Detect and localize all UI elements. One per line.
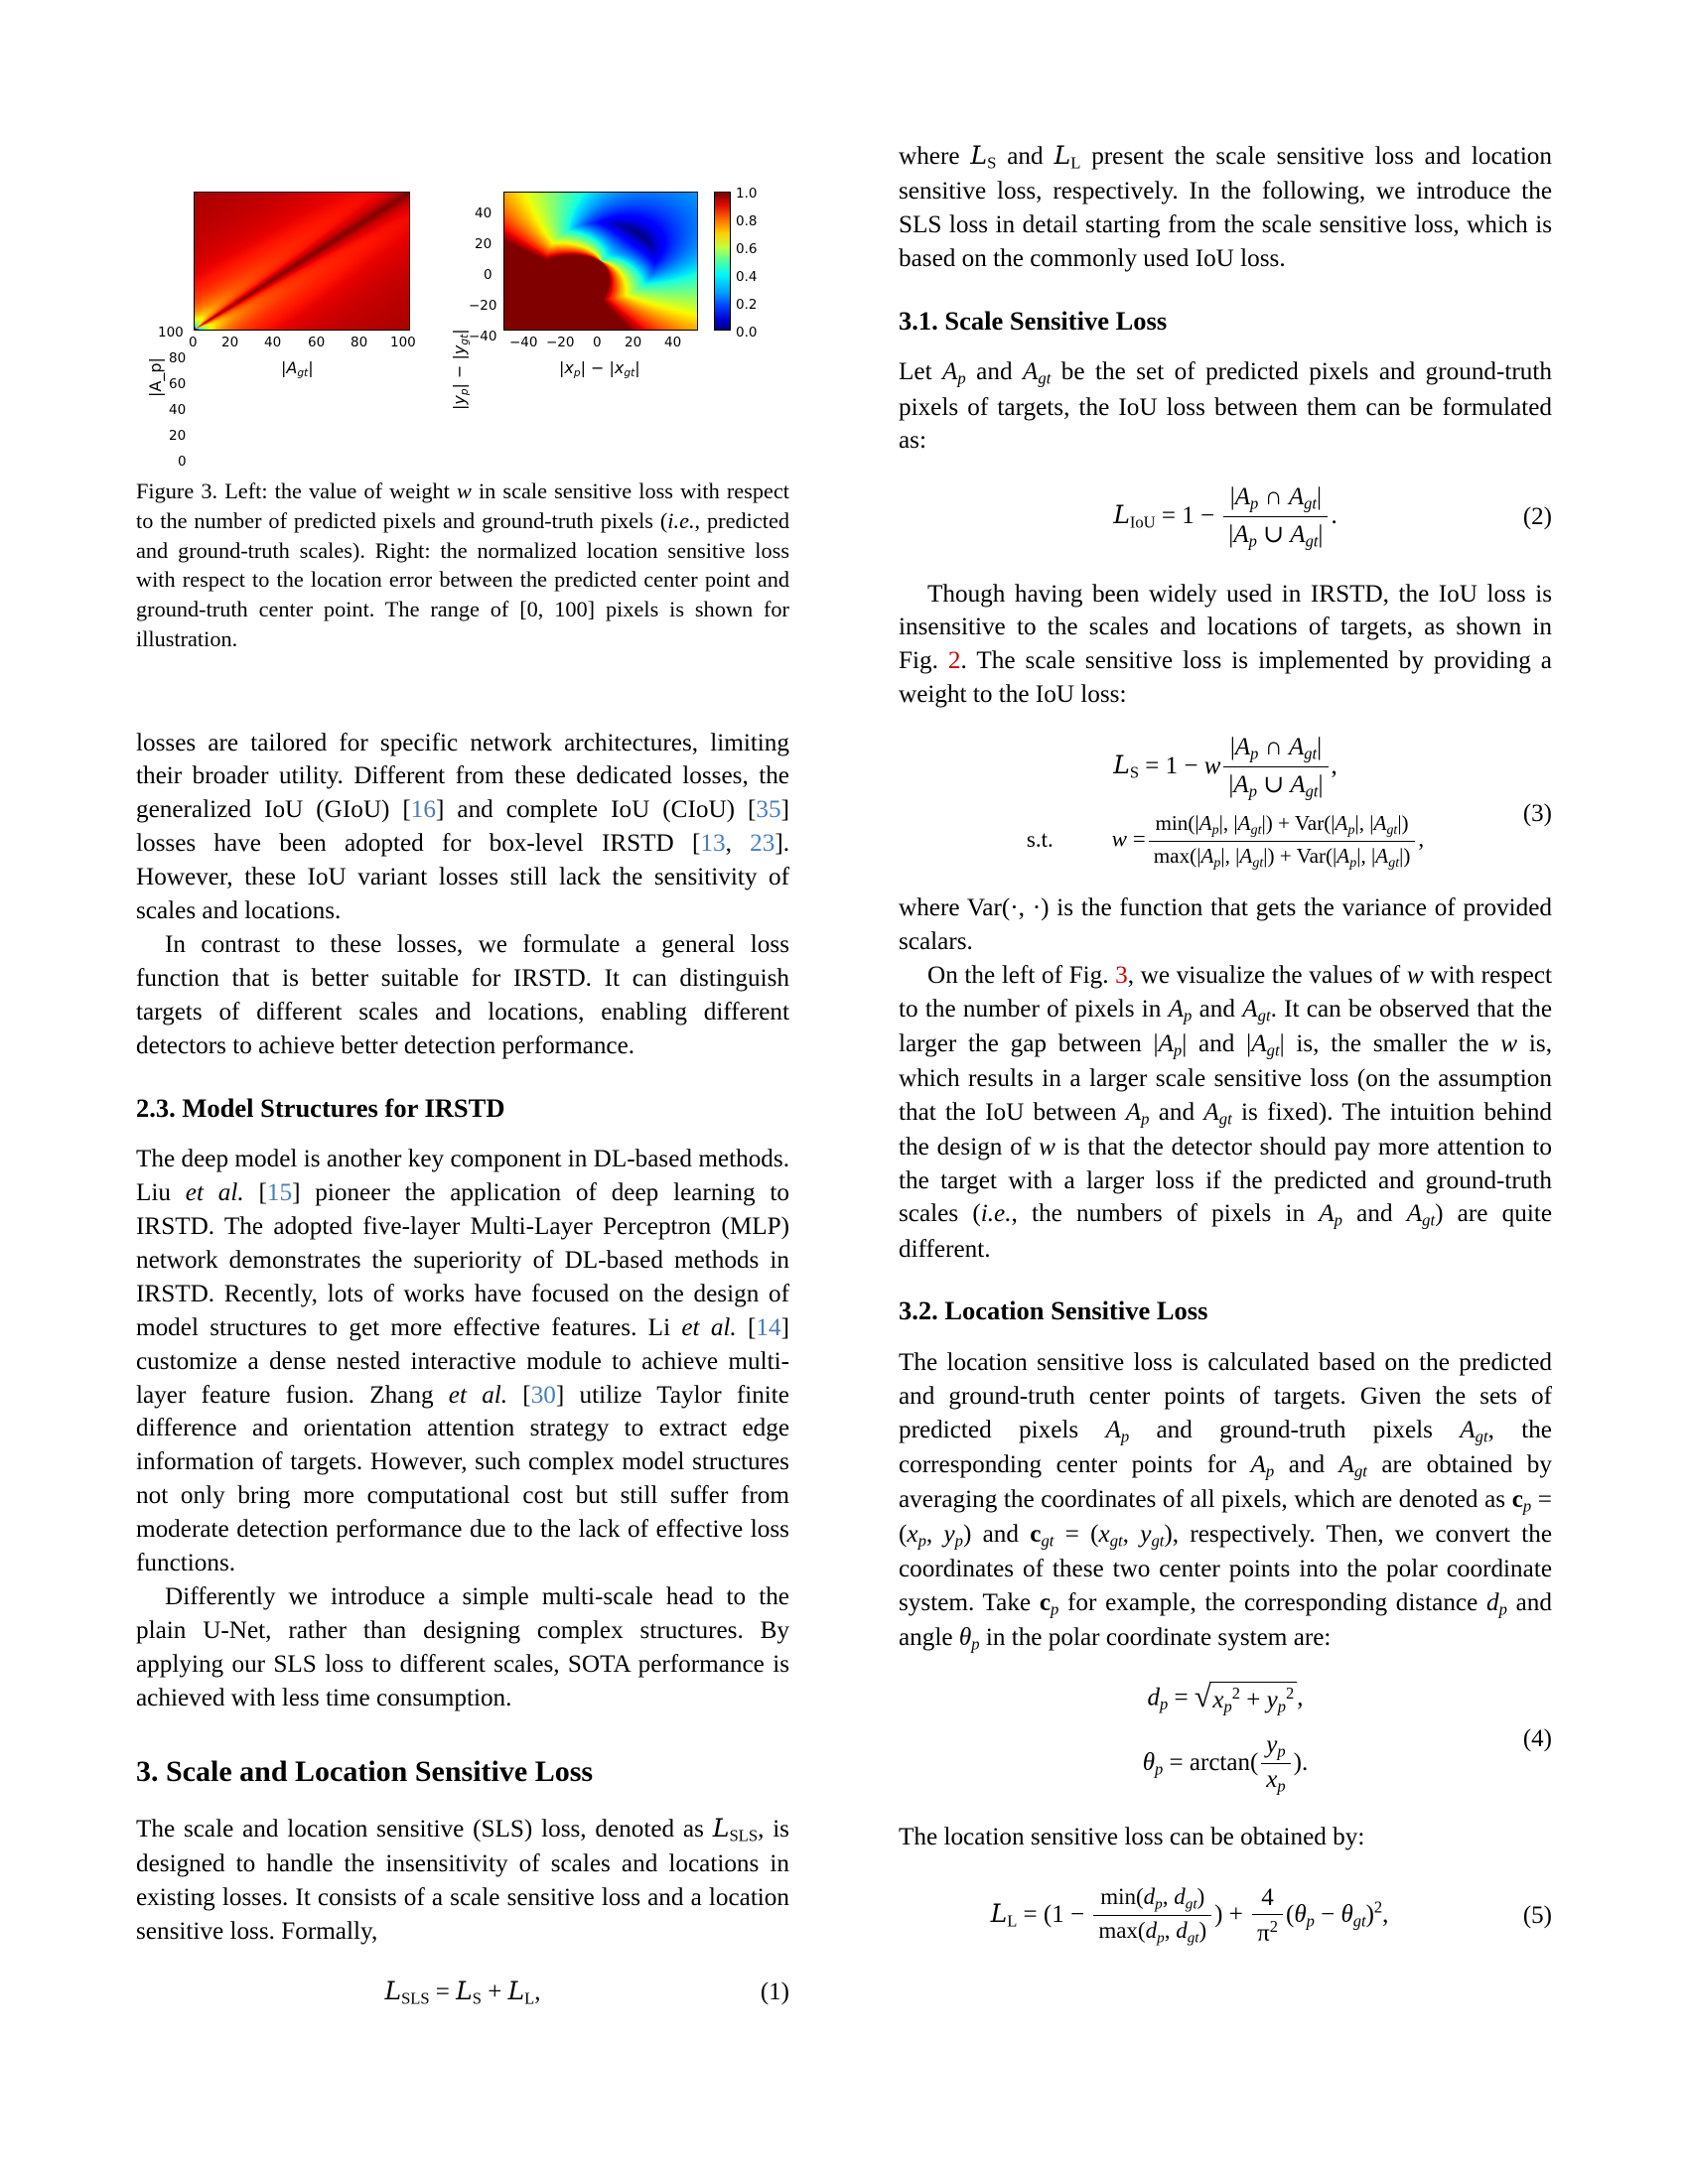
right-plot-xtick-m20: −20 <box>546 335 575 350</box>
left-plot-xtick-80: 80 <box>351 335 368 350</box>
colorbar-tick-0-4: 0.4 <box>736 269 758 285</box>
left-plot-ytick-20: 20 <box>169 428 187 444</box>
left-plot-xtick-20: 20 <box>221 335 239 350</box>
citation-23[interactable]: 23 <box>750 830 775 858</box>
citation-14[interactable]: 14 <box>756 1313 781 1341</box>
left-plot-xtick-40: 40 <box>264 335 282 350</box>
left-plot-xlabel: $|A_{gt}|$ <box>281 358 314 379</box>
right-plot-ytick-20: 20 <box>475 236 492 252</box>
equation-4-number: (4) <box>1522 1724 1552 1752</box>
citation-30[interactable]: 30 <box>530 1381 556 1409</box>
left-plot-ytick-60: 60 <box>169 376 187 392</box>
equation-3-st: s.t. <box>1026 826 1054 852</box>
heading-3-2: 3.2. Location Sensitive Loss <box>899 1296 1208 1326</box>
left-plot-xtick-0: 0 <box>189 335 198 350</box>
equation-1-number: (1) <box>760 1979 789 2006</box>
para-deep-model: The deep model is another key component in DL-based methods. Liu et al. [15] pioneer the application of deep learning to IRSTD. The adopted five-layer Multi-Layer Perceptron (MLP) network demonstrates the superiority of DL-based methods in IRSTD. Recently, lots of works have focused on the design of model structures to get more effective features. Li et al. [14] customize a dense nested interactive module to achieve multi-layer feature fusion. Zhang et al. [30] utilize Taylor finite difference and orientation attention strategy to extract edge information of targets. However, such complex model structures not only bring more computational cost but still suffer from moderate detection performance due to the lack of effective loss functions. <box>136 1146 789 1576</box>
para-where-ls-ll: where $L_S$ and $L_L$ present the scale sensitive loss and location sensitive loss, respectively. In the following, we introduce the SLS loss in detail starting from the scale sensitive loss, which is based on the commonly used IoU loss. <box>899 141 1552 272</box>
citation-35[interactable]: 35 <box>756 796 781 824</box>
equation-5-number: (5) <box>1522 1901 1552 1929</box>
colorbar-tick-0-0: 0.0 <box>736 325 758 341</box>
left-plot-xtick-60: 60 <box>308 335 326 350</box>
right-plot-ytick-m40: −40 <box>469 329 497 344</box>
right-plot-xtick-0: 0 <box>593 335 602 350</box>
colorbar-tick-0-2: 0.2 <box>736 297 758 313</box>
left-plot-xtick-100: 100 <box>390 335 416 350</box>
left-plot-ylabel: |A_p| <box>146 357 165 397</box>
left-plot-ytick-80: 80 <box>169 350 187 366</box>
equation-4-body-line1: $d_p$ = √ $x_p^2 + y_p^2$ , <box>899 1682 1552 1717</box>
right-plot-xtick-m40: −40 <box>509 335 538 350</box>
para-sls-intro: The scale and location sensitive (SLS) loss, denoted as $L_{SLS}$, is designed to handle the insensitivity of scales and locations in existing losses. It consists of a scale sensitive loss and a location sensitive loss. Formally, <box>136 1814 789 1946</box>
para-losses-tailored: losses are tailored for specific network architectures, limiting their broader utility. Different from these dedicated losses, the generalized IoU (GIoU) [16] and complete IoU (CIoU) [35] losses have been adopted for box-level IRSTD [13, 23]. However, these IoU variant losses still lack the sensitivity of scales and locations. <box>136 729 789 925</box>
right-column <box>899 139 1552 1970</box>
citation-15[interactable]: 15 <box>266 1179 293 1207</box>
left-plot-ytick-40: 40 <box>169 402 187 418</box>
right-plot-ytick-0: 0 <box>484 267 492 283</box>
equation-2 <box>899 483 1552 551</box>
heading-3-1: 3.1. Scale Sensitive Loss <box>899 305 1168 336</box>
equation-4-body-line2: $\theta_p = \arctan$( $\frac{y_p}{x_p}$ ). <box>1142 1730 1309 1796</box>
equation-3-body-line1: $L_S = 1 - w$ $\frac{|A_p \cap A_{gt}|}{|A_p \cup A_{gt}|}$ , <box>1113 734 1337 801</box>
para-where-var: where Var(·, ·) is the function that gets the variance of provided scalars. <box>899 894 1553 955</box>
equation-3-body-line2: s.t. w = $\frac{\min(|A_p|, |A_{gt}|) + Var(|A_p|, |A_{gt}|)}{\max(|A_p|, |A_{gt}|) + Var(|A_p|, |A_{gt}|)}$ , <box>1026 811 1425 872</box>
figure-ref-2[interactable]: 2 <box>947 647 961 675</box>
right-plot-ytick-40: 40 <box>475 205 492 221</box>
para-though-widely-used: Though having been widely used in IRSTD, the IoU loss is insensitive to the scales and locations of targets, as shown in Fig. 2. The scale sensitive loss is implemented by providing a weight to the IoU loss: <box>899 580 1552 709</box>
left-plot-ytick-0: 0 <box>178 454 187 470</box>
para-lsl-obtained: The location sensitive loss can be obtained by: <box>899 1823 1365 1850</box>
equation-3 <box>899 734 1552 872</box>
equation-1-body: $L_{SLS} = L_S + L_L$, <box>384 1977 541 2008</box>
colorbar-tick-1-0: 1.0 <box>736 186 758 202</box>
para-let-ap-agt: Let $A_p$ and $A_{gt}$ be the set of predicted pixels and ground-truth pixels of targets, the IoU loss between them can be formulated as: <box>899 358 1552 455</box>
equation-1 <box>136 1977 789 2009</box>
heading-2-3: 2.3. Model Structures for IRSTD <box>136 1092 505 1123</box>
equation-3-number: (3) <box>1522 799 1552 827</box>
para-in-contrast: In contrast to these losses, we formulate a general loss function that is better suitable for IRSTD. It can distinguish targets of different scales and locations, enabling different detectors to achieve better detection performance. <box>136 930 789 1059</box>
equation-2-body: $L_{IoU} = 1$ − $\frac{|A_p \cap A_{gt}|}{|A_p \cup A_{gt}|}$ . <box>1113 483 1337 551</box>
figure-ref-3[interactable]: 3 <box>1115 961 1128 989</box>
para-on-the-left: On the left of Fig. 3, we visualize the values of w with respect to the number of pixels in $A_p$ and $A_{gt}$. It can be observed that the larger the gap between $|A_p|$ and $|A_{gt}|$ is, the smaller the w is, which results in a larger scale sensitive loss (on the assumption that the IoU between $A_p$ and $A_{gt}$ is fixed). The intuition behind the design of w is that the detector should pay more attention to the target with a larger loss if the predicted and ground-truth scales (i.e., the numbers of pixels in $A_p$ and $A_{gt}$) are quite different. <box>899 961 1553 1263</box>
equation-4 <box>899 1682 1552 1797</box>
equation-5 <box>899 1884 1552 1948</box>
equation-5-body: $L_L = (1$ − $\frac{\min(d_p, d_{gt})}{\max(d_p, d_{gt})}$ ) + $\frac{4}{\pi^2}$ $(\theta_p - \theta_{gt})^2$, <box>990 1883 1389 1947</box>
equation-2-number: (2) <box>1522 503 1552 531</box>
right-plot-xtick-20: 20 <box>625 335 642 350</box>
para-location-sensitive: The location sensitive loss is calculated based on the predicted and ground-truth center points of targets. Given the sets of predicted pixels $A_p$ and ground-truth pixels $A_{gt}$, the corresponding center points for $A_p$ and $A_{gt}$ are obtained by averaging the coordinates of all pixels, which are denoted as $c_p = (x_p$, $y_p$) and $c_{gt} = (x_{gt}$, $y_{gt}$), respectively. Then, we convert the coordinates of these two center points into the polar coordinate system. Take $c_p$ for example, the corresponding distance $d_p$ and angle $\theta_p$ in the polar coordinate system are: <box>899 1349 1553 1654</box>
heading-3: 3. Scale and Location Sensitive Loss <box>136 1755 594 1789</box>
right-plot-ylabel: $|y_p| - |y_{gt}|$ <box>450 329 471 410</box>
colorbar-tick-0-6: 0.6 <box>736 241 758 257</box>
right-plot-xlabel: $|x_p| - |x_{gt}|$ <box>559 358 640 379</box>
figure-3-caption: Figure 3. Left: the value of weight w in scale sensitive loss with respect to the number of predicted pixels and ground-truth pixels (i.e., predicted and ground-truth scales). Right: the normalized location sensitive loss with respect to the location error between the predicted center point and ground-truth center point. The range of [0, 100] pixels is shown for illustration. <box>136 478 789 651</box>
citation-16[interactable]: 16 <box>410 796 436 824</box>
para-differently: Differently we introduce a simple multi-scale head to the plain U-Net, rather than designing complex structures. By applying our SLS loss to different scales, SOTA performance is achieved with less time consumption. <box>136 1582 789 1711</box>
right-plot-xtick-40: 40 <box>664 335 682 350</box>
right-plot-ytick-m20: −20 <box>469 298 497 314</box>
citation-13[interactable]: 13 <box>700 830 726 858</box>
left-column <box>136 139 789 2031</box>
colorbar-tick-0-8: 0.8 <box>736 213 758 229</box>
left-plot-ytick-100: 100 <box>158 325 184 341</box>
